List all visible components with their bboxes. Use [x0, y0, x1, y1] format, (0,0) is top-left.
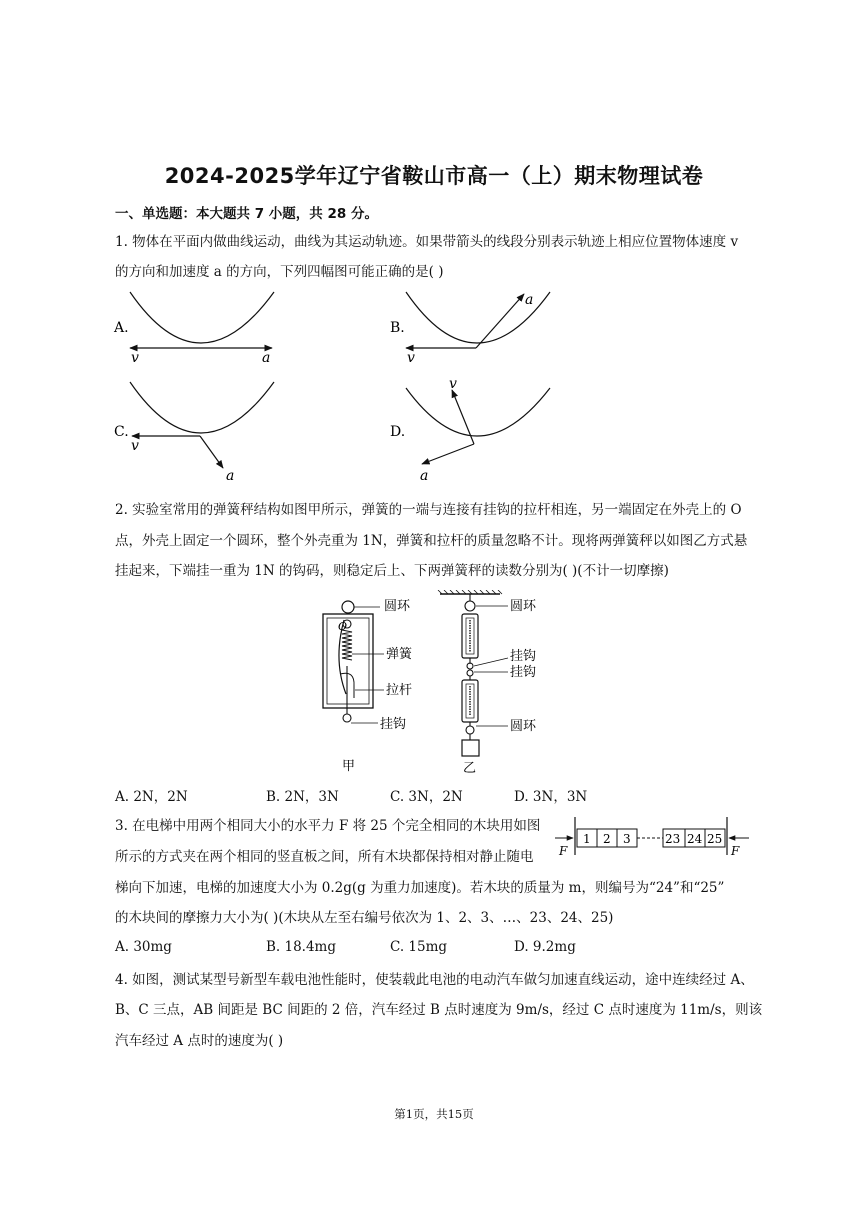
q1d-acceleration-arrow [422, 444, 474, 464]
q3-option-a: A. 30mg [115, 939, 172, 955]
q3-block-24: 24 [687, 832, 703, 846]
q2-ring3-label: 圆环 [510, 719, 537, 734]
q4-stem-line1: 4. 如图，测试某型号新型车载电池性能时，使装载此电池的电动汽车做匀加速直线运动，途中连续经过 A、 [115, 972, 754, 988]
q2-spring-label: 弹簧 [386, 647, 413, 662]
q2-hook-label: 挂钩 [380, 717, 407, 732]
q2-option-a: A. 2N，2N [115, 789, 188, 805]
q1-figures [100, 284, 620, 484]
q2-stem-line3: 挂起来，下端挂一重为 1N 的钩码，则稳定后上、下两弹簧秤的读数分别为( )(不计一切摩擦) [115, 563, 669, 579]
q1a-trajectory [130, 292, 274, 343]
q1-option-d: D. [390, 424, 406, 440]
q3-stem-line3: 梯向下加速，电梯的加速度大小为 0.2g(g 为重力加速度)。若木块的质量为 m，则编号为“24”和“25” [115, 880, 725, 896]
q2-rod-label: 拉杆 [386, 683, 413, 698]
q1-stem-line1: 1. 物体在平面内做曲线运动，曲线为其运动轨迹。如果带箭头的线段分别表示轨迹上相应位置物体速度 v [115, 234, 739, 250]
q3-option-b: B. 18.4mg [266, 939, 337, 955]
q2-ring-label: 圆环 [384, 599, 411, 614]
q1c-v-label: v [131, 438, 139, 454]
q1d-a-label: a [420, 468, 429, 484]
q3-force-right: F [731, 844, 740, 858]
q4-stem-line3: 汽车经过 A 点时的速度为( ) [115, 1033, 284, 1049]
q3-stem-line1: 3. 在电梯中用两个相同大小的水平力 F 将 25 个完全相同的木块用如图 [115, 818, 541, 834]
q3-option-d: D. 9.2mg [514, 939, 576, 955]
q3-block-23: 23 [665, 832, 681, 846]
q1d-v-label: v [449, 376, 457, 392]
q1-option-c: C. [114, 424, 129, 440]
section-heading: 一、单选题：本大题共 7 小题，共 28 分。 [115, 206, 378, 222]
q2-ring2-label: 圆环 [510, 599, 537, 614]
q1-option-a: A. [114, 320, 129, 336]
q1-option-b: B. [390, 320, 405, 336]
q3-option-c: C. 15mg [390, 939, 448, 955]
q1a-v-label: v [131, 350, 139, 366]
q3-blocks-figure [555, 815, 755, 861]
q3-block-1: 1 [583, 832, 591, 846]
q1b-acceleration-arrow [476, 294, 524, 348]
q3-stem-line2: 所示的方式夹在两个相同的竖直板之间，所有木块都保持相对静止随电 [115, 849, 534, 865]
q2-o-label: O [338, 620, 348, 633]
q1c-acceleration-arrow [200, 436, 223, 468]
q1b-v-label: v [407, 350, 415, 366]
q2-spring-scale-figure [300, 590, 560, 780]
q1c-trajectory [130, 382, 274, 433]
q2-yi-label: 乙 [463, 761, 477, 776]
q1-stem-line2: 的方向和加速度 a 的方向，下列四幅图可能正确的是( ) [115, 264, 444, 280]
q2-option-c: C. 3N，2N [390, 789, 463, 805]
q2-hook2a-label: 挂钩 [510, 649, 537, 664]
q2-stem-line1: 2. 实验室常用的弹簧秤结构如图甲所示，弹簧的一端与连接有挂钩的拉杆相连，另一端固定在外壳上的 O [115, 502, 742, 518]
page-title: 2024-2025学年辽宁省鞍山市高一（上）期末物理试卷 [164, 164, 704, 188]
q1d-velocity-arrow [452, 390, 474, 444]
q1d-trajectory [406, 388, 550, 436]
q3-stem-line4: 的木块间的摩擦力大小为( )(木块从左至右编号依次为 1、2、3、…、23、24、25) [115, 910, 614, 926]
q1c-a-label: a [226, 468, 235, 484]
q4-stem-line2: B、C 三点，AB 间距是 BC 间距的 2 倍，汽车经过 B 点时速度为 9m/s，经过 C 点时速度为 11m/s，则该 [115, 1002, 763, 1018]
q1a-a-label: a [262, 350, 271, 366]
q3-force-left: F [559, 844, 568, 858]
q2-jia-label: 甲 [342, 759, 356, 774]
q2-option-d: D. 3N，3N [514, 789, 588, 805]
q1b-a-label: a [525, 292, 534, 308]
q3-block-3: 3 [623, 832, 631, 846]
q2-stem-line2: 点，外壳上固定一个圆环，整个外壳重为 1N，弹簧和拉杆的质量忽略不计。现将两弹簧秤以如图乙方式悬 [115, 533, 748, 549]
page-footer: 第1页，共15页 [394, 1107, 474, 1121]
q2-option-b: B. 2N，3N [266, 789, 339, 805]
q3-block-2: 2 [603, 832, 611, 846]
q3-block-25: 25 [707, 832, 723, 846]
q2-hook2b-label: 挂钩 [510, 665, 537, 680]
